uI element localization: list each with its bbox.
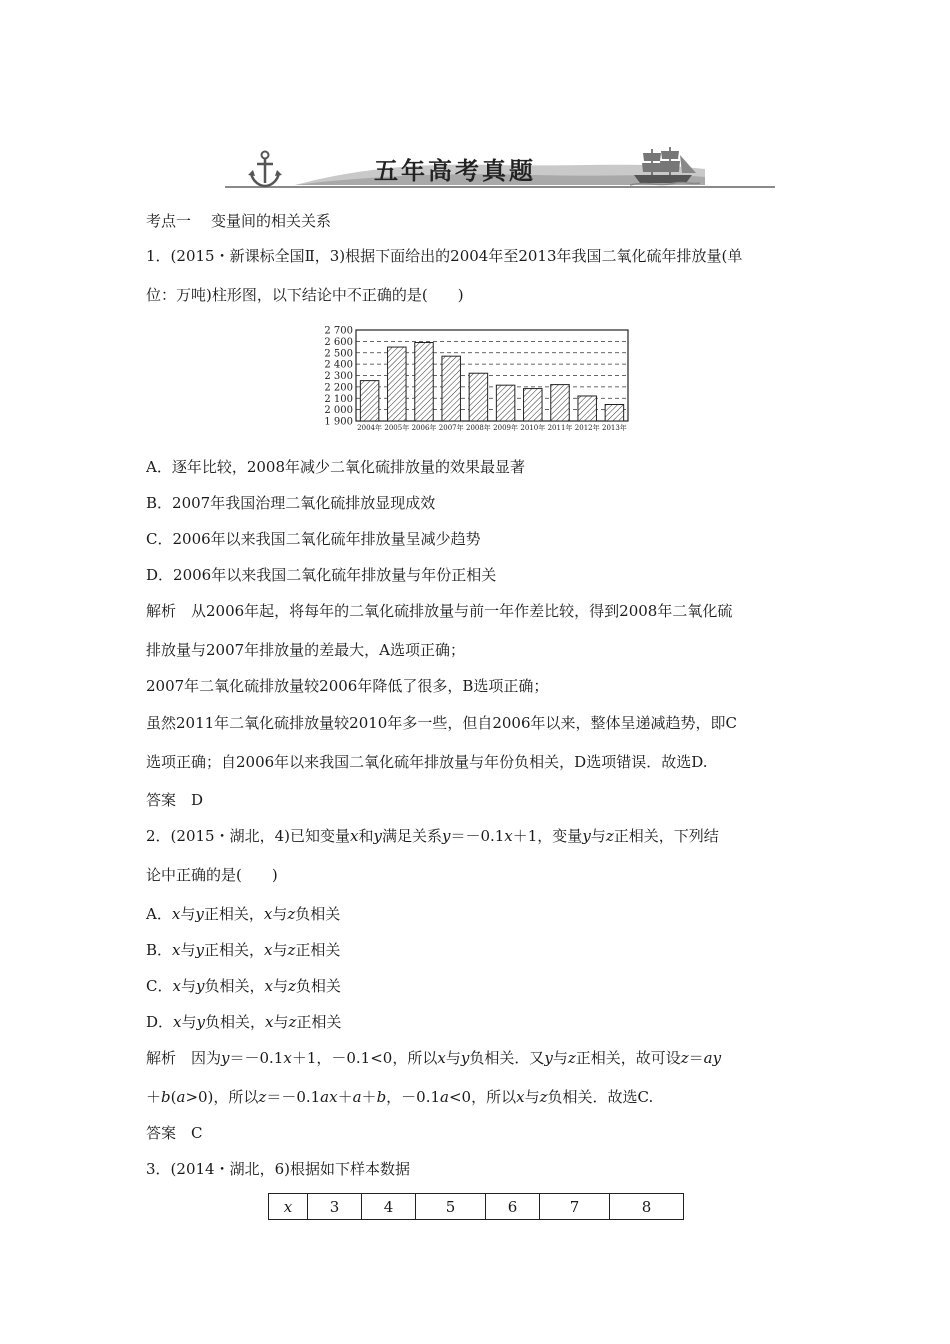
section-label: 考点一 <box>146 212 192 230</box>
q1-option-c: C．2006年以来我国二氧化硫年排放量呈减少趋势 <box>146 530 481 548</box>
section-heading <box>146 211 331 231</box>
table-cell: 4 <box>362 1194 416 1220</box>
banner-title: 五年高考真题 <box>374 157 536 185</box>
x-tick-label: 2012年 <box>574 424 600 432</box>
bar <box>442 356 460 421</box>
q2-analysis-line1: 解析 因为y＝－0.1x＋1，－0.1<0，所以x与y负相关．又y与z正相关，故可设z＝ay <box>146 1049 722 1067</box>
q1-analysis-line1: 解析 从2006年起，将每年的二氧化硫排放量与前一年作差比较，得到2008年二氧化硫 <box>146 602 733 620</box>
q1-option-d: D．2006年以来我国二氧化硫年排放量与年份正相关 <box>146 566 497 584</box>
bar <box>605 405 623 421</box>
q1-answer: 答案 D <box>146 791 204 809</box>
q2-option-d: D．x与y负相关，x与z正相关 <box>146 1013 342 1031</box>
sailing-ship-icon <box>630 145 700 187</box>
bar <box>496 385 514 421</box>
q1-analysis-line3: 2007年二氧化硫排放量较2006年降低了很多，B选项正确； <box>146 677 549 695</box>
x-tick-label: 2009年 <box>493 424 519 432</box>
y-tick-label: 2 500 <box>324 348 353 360</box>
bar <box>578 396 596 421</box>
q1-stem-line2: 位：万吨)柱形图，以下结论中不正确的是( ) <box>146 286 464 304</box>
table-cell: 7 <box>540 1194 610 1220</box>
section-banner <box>225 145 775 195</box>
table-cell: 6 <box>486 1194 540 1220</box>
chart-canvas <box>318 325 630 437</box>
table-header-cell: x <box>269 1194 308 1220</box>
q3-stem-line1: 3．(2014・湖北，6)根据如下样本数据 <box>146 1160 410 1178</box>
table-cell: 3 <box>308 1194 362 1220</box>
anchor-icon <box>245 149 285 189</box>
bar <box>388 347 406 421</box>
bar <box>469 373 487 421</box>
q1-analysis-line5: 选项正确；自2006年以来我国二氧化硫年排放量与年份负相关，D选项错误．故选D. <box>146 753 708 771</box>
y-tick-label: 2 000 <box>324 405 353 417</box>
y-tick-label: 2 600 <box>324 336 353 348</box>
y-tick-label: 2 400 <box>324 359 353 371</box>
q1-option-a: A．逐年比较，2008年减少二氧化硫排放量的效果最显著 <box>146 458 526 476</box>
q2-option-a: A．x与y正相关，x与z负相关 <box>146 905 341 923</box>
x-tick-label: 2008年 <box>465 424 491 432</box>
y-tick-label: 2 200 <box>324 382 353 394</box>
q1-option-b: B．2007年我国治理二氧化硫排放显现成效 <box>146 494 436 512</box>
y-tick-label: 2 300 <box>324 371 353 382</box>
x-tick-label: 2007年 <box>438 424 464 432</box>
table-cell: 8 <box>610 1194 684 1220</box>
x-tick-label: 2006年 <box>411 424 437 432</box>
so2-emission-bar-chart <box>318 325 630 437</box>
x-tick-label: 2011年 <box>547 424 573 432</box>
x-tick-label: 2013年 <box>601 424 627 432</box>
bar <box>524 389 542 421</box>
q2-analysis-line2: ＋b(a>0)，所以z＝－0.1ax＋a＋b，－0.1a<0，所以x与z负相关．故选C. <box>146 1088 654 1106</box>
y-tick-label: 1 900 <box>324 416 353 428</box>
x-tick-label: 2004年 <box>357 424 383 432</box>
bar <box>360 381 378 421</box>
bar <box>551 385 569 421</box>
q1-analysis-line4: 虽然2011年二氧化硫排放量较2010年多一些，但自2006年以来，整体呈递减趋势，即C <box>146 714 738 732</box>
table-row <box>269 1194 684 1220</box>
sample-data-table <box>268 1193 684 1220</box>
table-cell: 5 <box>416 1194 486 1220</box>
q1-stem-line1: 1．(2015・新课标全国Ⅱ，3)根据下面给出的2004年至2013年我国二氧化硫年排放量(单 <box>146 247 743 265</box>
q2-option-b: B．x与y正相关，x与z正相关 <box>146 941 341 959</box>
q2-option-c: C．x与y负相关，x与z负相关 <box>146 977 341 995</box>
q2-stem-line2: 论中正确的是( ) <box>146 866 278 884</box>
y-tick-label: 2 700 <box>324 325 353 337</box>
y-tick-label: 2 100 <box>324 393 353 405</box>
x-tick-label: 2005年 <box>384 424 410 432</box>
section-title: 变量间的相关关系 <box>211 212 332 230</box>
q1-analysis-line2: 排放量与2007年排放量的差最大，A选项正确； <box>146 641 466 659</box>
bar <box>415 343 433 421</box>
q2-stem-line1: 2．(2015・湖北，4)已知变量x和y满足关系y＝－0.1x＋1，变量y与z正相关，下列结 <box>146 827 719 845</box>
q2-answer: 答案 C <box>146 1124 203 1142</box>
x-tick-label: 2010年 <box>520 424 546 432</box>
